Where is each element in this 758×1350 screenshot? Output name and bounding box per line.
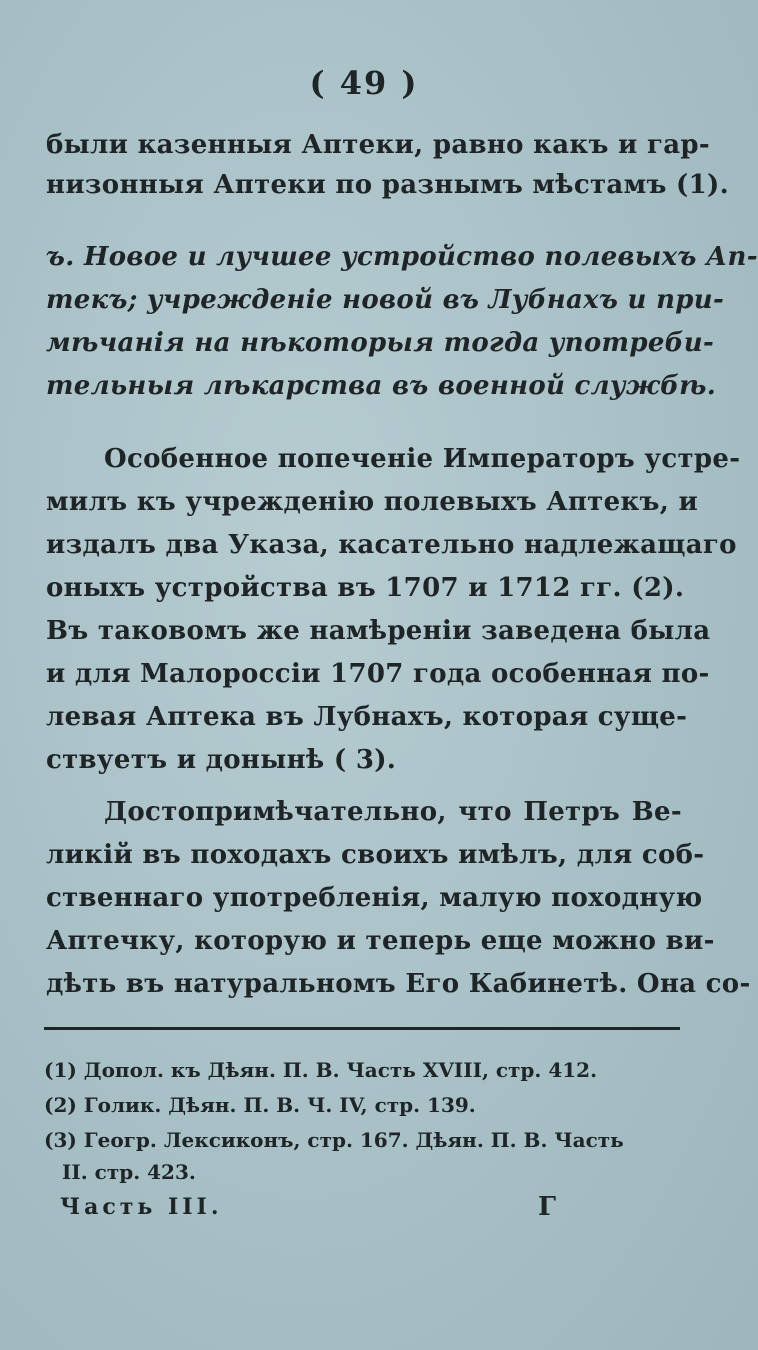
paragraph-line: Особенное попеченіе Императоръ устре- [104, 444, 741, 474]
sheet-mark: Г [538, 1192, 556, 1222]
paragraph-line: издалъ два Указа, касательно надлежащаго [46, 530, 737, 560]
paragraph-line: дѣть въ натуральномъ Его Кабинетѣ. Она со- [46, 969, 751, 999]
paragraph-line: низонныя Аптеки по разнымъ мѣстамъ (1). [46, 170, 730, 200]
paragraph-line: Въ таковомъ же намѣреніи заведена была [46, 616, 711, 646]
paragraph-line: Аптечку, которую и теперь еще можно ви- [46, 926, 715, 956]
section-heading-line: ъ. Новое и лучшее устройство полевыхъ Ап- [46, 242, 758, 272]
paragraph-line: Достопримѣчательно, что Петръ Ве- [104, 797, 682, 827]
paragraph-line: ственнаго употребленія, малую походную [46, 883, 703, 913]
footnote: (2) Голик. Дѣян. П. В. Ч. IV, стр. 139. [44, 1093, 476, 1117]
paragraph-line: оныхъ устройства въ 1707 и 1712 гг. (2). [46, 573, 685, 603]
paragraph-line: левая Аптека въ Лубнахъ, которая суще- [46, 702, 688, 732]
section-heading-line: мѣчанія на нѣкоторыя тогда употреби- [46, 328, 715, 358]
section-heading-line: тельныя лѣкарства въ военной службѣ. [46, 371, 717, 401]
volume-signature: Часть III. [60, 1194, 223, 1220]
paragraph-line: ликій въ походахъ своихъ имѣлъ, для соб- [46, 840, 705, 870]
paragraph-line: милъ къ учрежденію полевыхъ Аптекъ, и [46, 487, 699, 517]
paragraph-line: ствуетъ и донынѣ ( 3). [46, 745, 397, 775]
footnote: (3) Геогр. Лексиконъ, стр. 167. Дѣян. П. В. Часть [44, 1128, 624, 1152]
section-heading-line: текъ; учрежденіе новой въ Лубнахъ и при- [46, 285, 725, 315]
page-number: ( 49 ) [309, 64, 419, 102]
paragraph-line: и для Малороссіи 1707 года особенная по- [46, 659, 710, 689]
footnote-continuation: II. стр. 423. [62, 1160, 196, 1184]
paragraph-line: были казенныя Аптеки, равно какъ и гар- [46, 130, 710, 160]
footnote-divider [44, 1027, 680, 1030]
footnote: (1) Допол. къ Дѣян. П. В. Часть XVIII, стр. 412. [44, 1058, 598, 1082]
